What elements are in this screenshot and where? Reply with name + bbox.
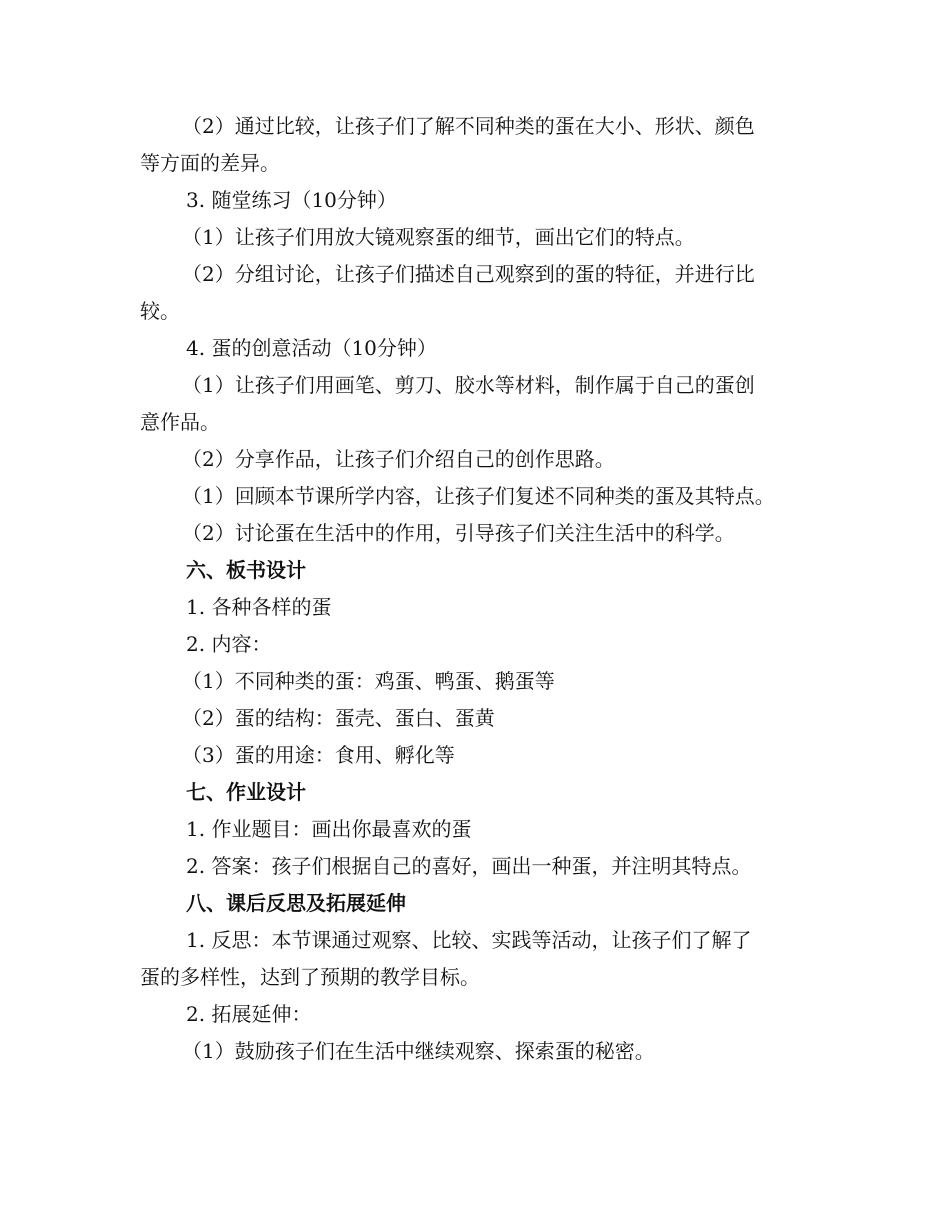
paragraph-line: （2）分享作品，让孩子们介绍自己的创作思路。 [182,447,615,471]
section-heading: 七、作业设计 [186,780,306,804]
paragraph-line: 蛋的多样性，达到了预期的教学目标。 [140,965,480,989]
paragraph-line: （1）让孩子们用画笔、剪刀、胶水等材料，制作属于自己的蛋创 [182,373,755,397]
paragraph-line: 等方面的差异。 [140,151,280,175]
list-item: 1. 反思：本节课通过观察、比较、实践等活动，让孩子们了解了 [186,928,752,952]
list-item: 2. 内容： [186,632,272,656]
paragraph-line: （3）蛋的用途：食用、孵化等 [182,743,455,767]
paragraph-line: 较。 [140,299,180,323]
list-item: 1. 各种各样的蛋 [186,595,332,619]
list-item: 4. 蛋的创意活动（10分钟） [186,336,437,360]
paragraph-line: （2）蛋的结构：蛋壳、蛋白、蛋黄 [182,706,495,730]
list-item: 2. 答案：孩子们根据自己的喜好，画出一种蛋，并注明其特点。 [186,854,752,878]
paragraph-line: 意作品。 [140,410,220,434]
section-heading: 六、板书设计 [186,558,306,582]
document-body [140,108,820,1070]
paragraph-line: （2）分组讨论，让孩子们描述自己观察到的蛋的特征，并进行比 [182,262,755,286]
list-item: 1. 作业题目：画出你最喜欢的蛋 [186,817,472,841]
list-item: 3. 随堂练习（10分钟） [186,188,397,212]
paragraph-line: （1）让孩子们用放大镜观察蛋的细节，画出它们的特点。 [182,225,695,249]
paragraph-line: （1）鼓励孩子们在生活中继续观察、探索蛋的秘密。 [182,1039,655,1063]
section-heading: 八、课后反思及拓展延伸 [186,891,406,915]
paragraph-line: （1）不同种类的蛋：鸡蛋、鸭蛋、鹅蛋等 [182,669,555,693]
paragraph-line: （2）讨论蛋在生活中的作用，引导孩子们关注生活中的科学。 [182,521,735,545]
list-item: 2. 拓展延伸： [186,1002,312,1026]
paragraph-line: （2）通过比较，让孩子们了解不同种类的蛋在大小、形状、颜色 [182,114,755,138]
paragraph-line: （1）回顾本节课所学内容，让孩子们复述不同种类的蛋及其特点。 [182,484,775,508]
